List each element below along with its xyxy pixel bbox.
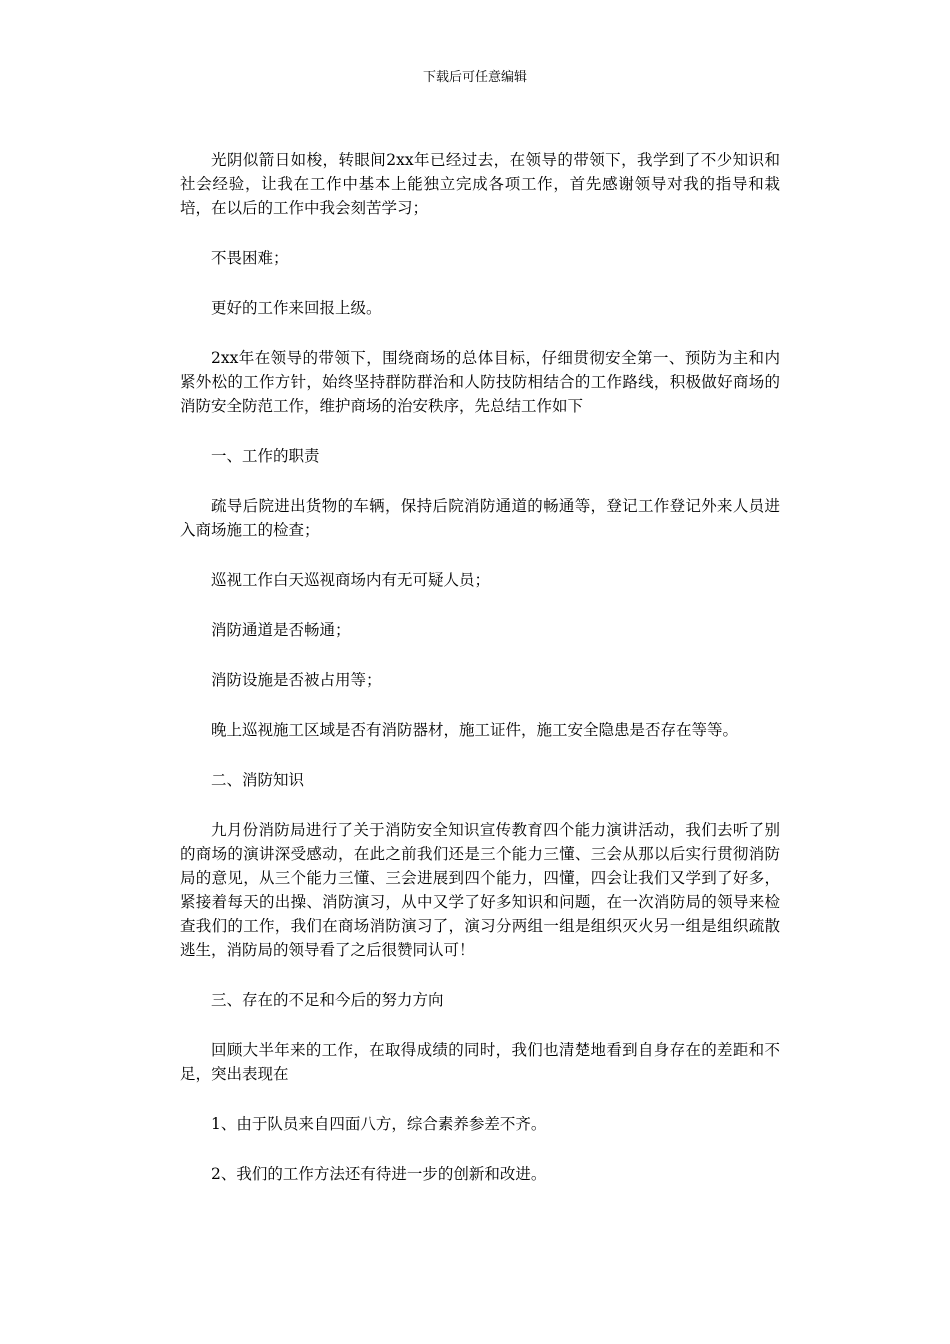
paragraph-duty-night: 晚上巡视施工区域是否有消防器材，施工证件，施工安全隐患是否存在等等。: [211, 721, 739, 739]
paragraph-duty-vehicles: 疏导后院进出货物的车辆，保持后院消防通道的畅通等，登记工作登记外来人员进入商场施工的检查；: [180, 497, 780, 539]
paragraph-not-afraid: 不畏困难；: [211, 249, 289, 267]
section-heading-shortcomings: 三、存在的不足和今后的努力方向: [211, 991, 444, 1009]
paragraph-intro: 光阴似箭日如梭，转眼间2xx年已经过去，在领导的带领下，我学到了不少知识和社会经验，让我在工作中基本上能独立完成各项工作，首先感谢领导对我的指导和栽培，在以后的工作中我会刻苦学习；: [180, 151, 780, 217]
paragraph-knowledge: 九月份消防局进行了关于消防安全知识宣传教育四个能力演讲活动，我们去听了别的商场的演讲深受感动，在此之前我们还是三个能力三懂、三会从那以后实行贯彻消防局的意见，从三个能力三懂、三会进展到四个能力，四懂，四会让我们又学到了好多，紧接着每天的出操、消防演习，从中又学了好多知识和问题，在一次消防局的领导来检查我们的工作，我们在商场消防演习了，演习分两组一组是组织灭火另一组是组织疏散逃生，消防局的领导看了之后很赞同认可！: [180, 821, 780, 959]
paragraph-duty-facilities: 消防设施是否被占用等；: [211, 671, 382, 689]
section-heading-knowledge: 二、消防知识: [211, 771, 305, 789]
paragraph-review: 回顾大半年来的工作，在取得成绩的同时，我们也清楚地看到自身存在的差距和不足，突出表现在: [180, 1041, 780, 1083]
list-item-1: 1、由于队员来自四面八方，综合素养参差不齐。: [211, 1115, 547, 1133]
page-header: 下载后可任意编辑: [422, 70, 527, 85]
list-item-2: 2、我们的工作方法还有待进一步的创新和改进。: [211, 1165, 547, 1183]
document-body: [180, 148, 780, 1212]
paragraph-summary: 2xx年在领导的带领下，围绕商场的总体目标，仔细贯彻安全第一、预防为主和内紧外松的工作方针，始终坚持群防群治和人防技防相结合的工作路线，积极做好商场的消防安全防范工作，维护商场的治安秩序，先总结工作如下: [180, 349, 780, 415]
section-heading-duties: 一、工作的职责: [211, 447, 320, 465]
paragraph-repay: 更好的工作来回报上级。: [211, 299, 382, 317]
paragraph-duty-patrol: 巡视工作白天巡视商场内有无可疑人员；: [211, 571, 491, 589]
paragraph-duty-passage: 消防通道是否畅通；: [211, 621, 351, 639]
